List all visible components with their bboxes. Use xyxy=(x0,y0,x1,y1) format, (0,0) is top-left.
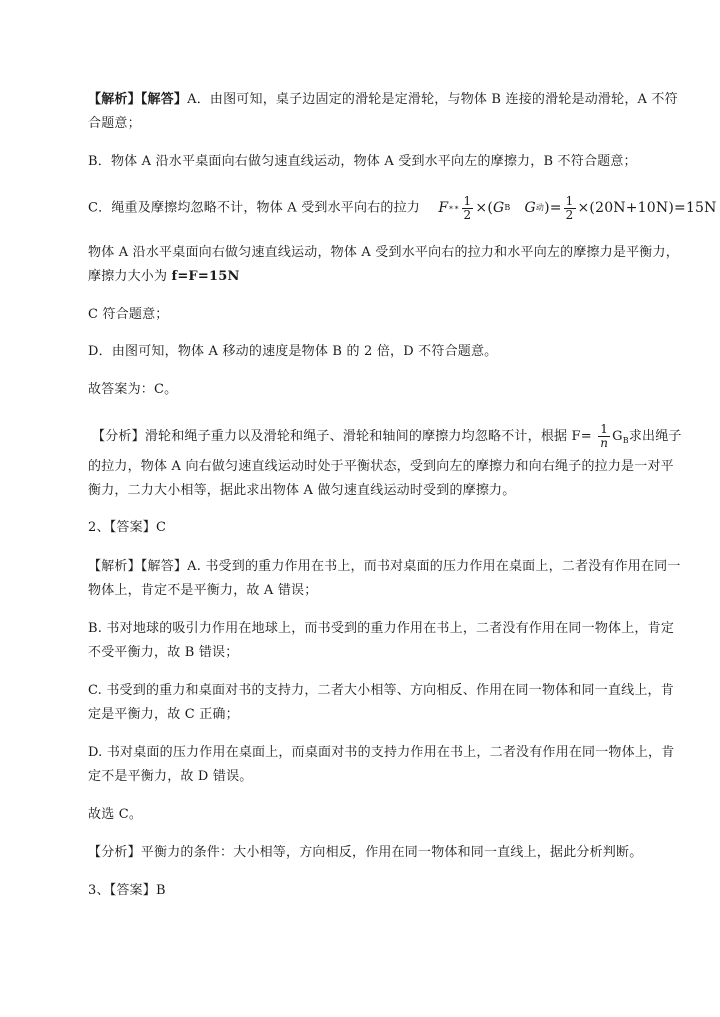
q1-a-line2: 合题意； xyxy=(88,116,141,131)
q1-a-line1: 【解析】【解答】A．由图可知，桌子边固定的滑轮是定滑轮，与物体 B 连接的滑轮是动滑轮，A 不符 xyxy=(88,92,678,107)
q2-analysis-line: 【分析】平衡力的条件：大小相等，方向相反，作用在同一物体和同一直线上，据此分析判断。 xyxy=(88,845,643,860)
q1-analysis-line2: 的拉力，物体 A 向右做匀速直线运动时处于平衡状态，受到向左的摩擦力和向右绳子的拉力是一对平 xyxy=(88,459,674,474)
q1-d-line: D．由图可知，物体 A 移动的速度是物体 B 的 2 倍，D 不符合题意。 xyxy=(88,344,498,359)
q2-header: 2、【答案】C xyxy=(88,520,167,535)
q1-analysis-line1: 【分析】滑轮和绳子重力以及滑轮和绳子、滑轮和轴间的摩擦力均忽略不计，根据 F= $\frac{1}{n}$ $G_B$求出绳子 xyxy=(92,422,682,450)
q2-c-line1: C. 书受到的重力和桌面对书的支持力，二者大小相等、方向相反、作用在同一物体和同一直线上，肯 xyxy=(88,683,674,698)
q1-c-line: C．绳重及摩擦均忽略不计，物体 A 受到水平向右的拉力 F ∗∗ $\frac{1}{2}$ ×( G B G 动 )= $\frac{1}{2}$ ×(20N+10N)=15N xyxy=(88,193,717,222)
q1-answer-line: 故答案为：C。 xyxy=(88,382,178,397)
q2-b-line2: 不受平衡力，故 B 错误； xyxy=(88,645,239,660)
q2-a-line2: 物体上，肯定不是平衡力，故 A 错误； xyxy=(88,583,318,598)
q2-a-line1: 【解析】【解答】A. 书受到的重力作用在书上，而书对桌面的压力作用在桌面上，二者没有作用在同一 xyxy=(88,559,681,574)
q1-b-line: B．物体 A 沿水平桌面向右做匀速直线运动，物体 A 受到水平向左的摩擦力，B 不符合题意； xyxy=(88,154,637,169)
q3-header: 3、【答案】B xyxy=(88,883,166,898)
q1-balance-line2: 摩擦力大小为 f=F=15N xyxy=(88,269,240,284)
q2-answer-line: 故选 C。 xyxy=(88,807,143,822)
tension-formula: F ∗∗ $\frac{1}{2}$ ×( G B G 动 )= $\frac{1}{2}$ ×(20N+10N)=15N xyxy=(438,193,717,222)
q1-analysis-line3: 衡力，二力大小相等，据此求出物体 A 做匀速直线运动时受到的摩擦力。 xyxy=(88,483,516,498)
q2-d-line2: 定不是平衡力，故 D 错误。 xyxy=(88,769,253,784)
q2-b-line1: B. 书对地球的吸引力作用在地球上，而书受到的重力作用在书上，二者没有作用在同一物体上，肯定 xyxy=(88,621,675,636)
q2-c-line2: 定是平衡力，故 C 正确； xyxy=(88,707,239,722)
q1-balance-line1: 物体 A 沿水平桌面向右做匀速直线运动，物体 A 受到水平向右的拉力和水平向左的摩擦力是平衡力， xyxy=(88,245,679,260)
q1-c-conclusion: C 符合题意； xyxy=(88,307,169,322)
q2-d-line1: D. 书对桌面的压力作用在桌面上，而桌面对书的支持力作用在书上，二者没有作用在同一物体上，肯 xyxy=(88,745,675,760)
